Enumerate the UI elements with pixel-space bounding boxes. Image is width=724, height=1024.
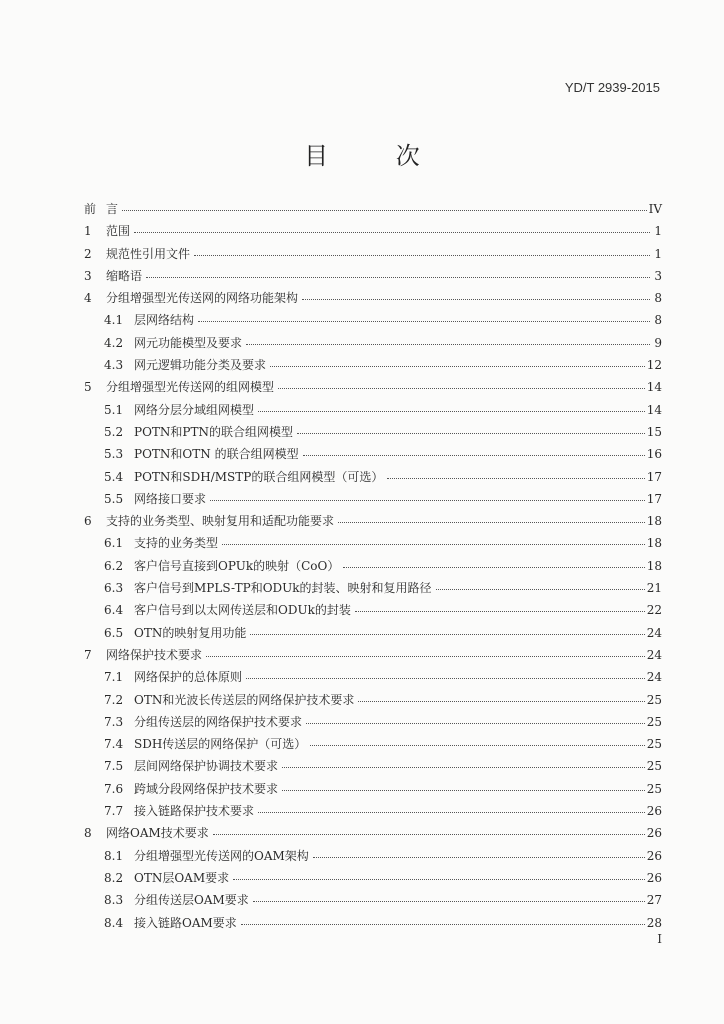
toc-entry-title: 跨域分段网络保护技术要求 xyxy=(134,781,279,796)
toc-entry-number: 7.7 xyxy=(104,804,124,819)
toc-entry[interactable] xyxy=(84,624,662,646)
toc-entry-title: 网络保护的总体原则 xyxy=(134,670,243,685)
toc-entry-title: 层网络结构 xyxy=(134,313,195,328)
toc-leader-dots xyxy=(387,478,644,479)
toc-entry-number: 7.4 xyxy=(104,737,124,752)
toc-leader-dots xyxy=(343,567,644,568)
toc-entry-number: 8.1 xyxy=(104,848,124,863)
toc-entry[interactable] xyxy=(84,490,662,512)
toc-leader-dots xyxy=(338,522,645,523)
toc-entry[interactable] xyxy=(84,914,662,936)
toc-entry[interactable] xyxy=(84,289,662,311)
toc-entry-page: 1 xyxy=(654,224,662,239)
toc-entry-number: 8 xyxy=(84,826,92,841)
toc-leader-dots xyxy=(258,411,645,412)
toc-leader-dots xyxy=(303,455,645,456)
toc-entry-title: 支持的业务类型、映射复用和适配功能要求 xyxy=(106,514,335,529)
toc-entry-title: 规范性引用文件 xyxy=(106,246,191,261)
toc-entry-page: 26 xyxy=(646,848,662,863)
toc-entry[interactable] xyxy=(84,802,662,824)
toc-entry-title: 网元逻辑功能分类及要求 xyxy=(134,358,267,373)
toc-entry-page: 14 xyxy=(646,402,662,417)
toc-entry-number: 6.2 xyxy=(104,558,124,573)
toc-entry[interactable] xyxy=(84,668,662,690)
toc-entry[interactable] xyxy=(84,601,662,623)
toc-entry-number: 3 xyxy=(84,268,92,283)
toc-entry[interactable] xyxy=(84,468,662,490)
toc-entry-title: 网络保护技术要求 xyxy=(106,647,203,662)
page-title: 目 次 xyxy=(304,142,450,170)
toc-entry[interactable] xyxy=(84,757,662,779)
toc-entry[interactable] xyxy=(84,423,662,445)
toc-entry-number: 7.1 xyxy=(104,670,124,685)
toc-entry[interactable] xyxy=(84,378,662,400)
toc-entry-number: 2 xyxy=(84,246,92,261)
toc-entry-page: 14 xyxy=(646,380,662,395)
toc-entry-page: 25 xyxy=(646,714,662,729)
toc-leader-dots xyxy=(233,879,645,880)
toc-entry-page: 17 xyxy=(646,469,662,484)
toc-entry-number: 5.4 xyxy=(104,469,124,484)
toc-entry[interactable] xyxy=(84,780,662,802)
toc-entry-number: 7.5 xyxy=(104,759,124,774)
toc-entry-number: 7.6 xyxy=(104,781,124,796)
document-code: YD/T 2939-2015 xyxy=(564,80,660,95)
toc-entry-page: 25 xyxy=(646,759,662,774)
toc-entry-title: 言 xyxy=(106,202,119,216)
toc-entry-number: 8.4 xyxy=(104,915,124,930)
toc-entry[interactable] xyxy=(84,334,662,356)
toc-entry-page: 18 xyxy=(646,558,662,573)
toc-entry-title: 分组传送层的网络保护技术要求 xyxy=(134,714,303,729)
toc-leader-dots xyxy=(250,634,644,635)
toc-leader-dots xyxy=(122,210,647,211)
toc-entry-number: 6.4 xyxy=(104,603,124,618)
toc-entry-title: 客户信号到MPLS-TP和ODUk的封装、映射和复用路径 xyxy=(134,581,432,596)
toc-entry[interactable] xyxy=(84,713,662,735)
toc-leader-dots xyxy=(297,433,645,434)
toc-entry-title: POTN和SDH/MSTP的联合组网模型（可选） xyxy=(134,469,384,484)
toc-entry-page: 21 xyxy=(646,581,662,596)
toc-entry-title: 接入链路OAM要求 xyxy=(134,915,237,930)
toc-entry-page: 26 xyxy=(646,804,662,819)
toc-entry-page: 28 xyxy=(646,915,662,930)
toc-entry-title: POTN和PTN的联合组网模型 xyxy=(134,424,293,439)
toc-entry-title: 分组增强型光传送网的网络功能架构 xyxy=(106,291,299,306)
toc-entry[interactable] xyxy=(84,579,662,601)
toc-entry-title: OTN和光波长传送层的网络保护技术要求 xyxy=(134,692,355,707)
toc-entry[interactable] xyxy=(84,512,662,534)
toc-leader-dots xyxy=(146,277,650,278)
toc-leader-dots xyxy=(210,500,645,501)
toc-leader-dots xyxy=(222,544,645,545)
toc-entry-number: 5 xyxy=(84,380,92,395)
toc-entry-number: 8.2 xyxy=(104,870,124,885)
toc-leader-dots xyxy=(310,745,644,746)
toc-entry-number: 5.3 xyxy=(104,447,124,462)
toc-leader-dots xyxy=(355,611,645,612)
toc-entry-page: 15 xyxy=(646,424,662,439)
toc-leader-dots xyxy=(358,701,644,702)
toc-entry-page: 24 xyxy=(646,647,662,662)
toc-entry-title: 网元功能模型及要求 xyxy=(134,335,243,350)
toc-entry-page: 12 xyxy=(646,358,662,373)
toc-entry[interactable] xyxy=(84,735,662,757)
toc-entry-title: 缩略语 xyxy=(106,268,143,283)
toc-entry-page: 8 xyxy=(654,313,662,328)
toc-entry-number: 5.2 xyxy=(104,424,124,439)
toc-entry-title: 客户信号直接到OPUk的映射（CoO） xyxy=(134,558,340,573)
toc-leader-dots xyxy=(278,388,645,389)
toc-entry-page: 1 xyxy=(654,246,662,261)
toc-entry[interactable] xyxy=(84,245,662,267)
toc-entry[interactable] xyxy=(84,847,662,869)
toc-leader-dots xyxy=(134,232,650,233)
toc-entry-number: 6.3 xyxy=(104,581,124,596)
toc-leader-dots xyxy=(258,812,645,813)
table-of-contents xyxy=(84,200,662,936)
toc-entry[interactable] xyxy=(84,401,662,423)
toc-entry-number: 前 xyxy=(84,202,97,216)
toc-entry-page: 25 xyxy=(646,692,662,707)
toc-entry[interactable] xyxy=(84,534,662,556)
toc-entry-page: 26 xyxy=(646,870,662,885)
toc-entry-title: 分组增强型光传送网的OAM架构 xyxy=(134,848,309,863)
toc-entry-number: 5.1 xyxy=(104,402,124,417)
toc-entry-title: POTN和OTN 的联合组网模型 xyxy=(134,447,299,462)
toc-entry-page: 8 xyxy=(654,291,662,306)
toc-entry-number: 6.1 xyxy=(104,536,124,551)
toc-entry-number: 6 xyxy=(84,514,92,529)
toc-entry-page: 24 xyxy=(646,625,662,640)
toc-entry-page: 3 xyxy=(654,268,662,283)
toc-entry-number: 4 xyxy=(84,291,92,306)
toc-leader-dots xyxy=(198,321,650,322)
toc-entry[interactable] xyxy=(84,891,662,913)
toc-entry-page: 9 xyxy=(654,335,662,350)
toc-leader-dots xyxy=(313,857,645,858)
toc-entry-title: 网络接口要求 xyxy=(134,491,207,506)
toc-entry-number: 5.5 xyxy=(104,491,124,506)
toc-leader-dots xyxy=(270,366,645,367)
toc-entry-title: OTN层OAM要求 xyxy=(134,870,230,885)
toc-leader-dots xyxy=(206,656,645,657)
toc-entry-title: 支持的业务类型 xyxy=(134,536,219,551)
toc-leader-dots xyxy=(213,834,645,835)
toc-entry-number: 1 xyxy=(84,224,92,239)
toc-entry-page: 25 xyxy=(646,781,662,796)
toc-entry-title: 网络分层分域组网模型 xyxy=(134,402,255,417)
toc-entry[interactable] xyxy=(84,222,662,244)
toc-leader-dots xyxy=(194,255,650,256)
toc-entry-title: 接入链路保护技术要求 xyxy=(134,804,255,819)
toc-leader-dots xyxy=(241,924,645,925)
toc-entry[interactable] xyxy=(84,824,662,846)
page-number: I xyxy=(657,932,662,946)
toc-entry-page: 18 xyxy=(646,536,662,551)
toc-entry-number: 4.2 xyxy=(104,335,124,350)
toc-entry-title: 分组传送层OAM要求 xyxy=(134,893,249,908)
toc-entry-title: OTN的映射复用功能 xyxy=(134,625,247,640)
toc-leader-dots xyxy=(246,678,645,679)
toc-entry-number: 8.3 xyxy=(104,893,124,908)
toc-entry[interactable] xyxy=(84,869,662,891)
toc-leader-dots xyxy=(302,299,650,300)
toc-entry[interactable] xyxy=(84,445,662,467)
toc-entry-number: 7.3 xyxy=(104,714,124,729)
toc-entry[interactable] xyxy=(84,311,662,333)
toc-entry-page: 26 xyxy=(646,826,662,841)
toc-entry[interactable] xyxy=(84,557,662,579)
toc-entry-page: 17 xyxy=(646,491,662,506)
toc-leader-dots xyxy=(253,901,645,902)
toc-entry[interactable] xyxy=(84,200,662,222)
toc-leader-dots xyxy=(282,767,645,768)
toc-leader-dots xyxy=(306,723,645,724)
toc-entry[interactable] xyxy=(84,267,662,289)
toc-entry-page: 18 xyxy=(646,514,662,529)
toc-entry-number: 6.5 xyxy=(104,625,124,640)
toc-entry-page: 25 xyxy=(646,737,662,752)
toc-entry-number: 7 xyxy=(84,647,92,662)
toc-entry[interactable] xyxy=(84,691,662,713)
toc-entry-number: 7.2 xyxy=(104,692,124,707)
toc-entry-page: 22 xyxy=(646,603,662,618)
toc-entry-number: 4.1 xyxy=(104,313,124,328)
toc-entry-title: 层间网络保护协调技术要求 xyxy=(134,759,279,774)
toc-entry-title: SDH传送层的网络保护（可选） xyxy=(134,737,307,752)
toc-entry-number: 4.3 xyxy=(104,358,124,373)
toc-leader-dots xyxy=(246,344,650,345)
toc-entry[interactable] xyxy=(84,356,662,378)
toc-entry-title: 范围 xyxy=(106,224,131,239)
toc-entry-page: 16 xyxy=(646,447,662,462)
toc-entry-title: 网络OAM技术要求 xyxy=(106,826,209,841)
toc-entry[interactable] xyxy=(84,646,662,668)
toc-entry-page: 24 xyxy=(646,670,662,685)
toc-entry-page: IV xyxy=(648,202,662,216)
toc-leader-dots xyxy=(282,790,645,791)
toc-entry-title: 客户信号到以太网传送层和ODUk的封装 xyxy=(134,603,351,618)
toc-entry-page: 27 xyxy=(646,893,662,908)
toc-entry-title: 分组增强型光传送网的组网模型 xyxy=(106,380,275,395)
toc-leader-dots xyxy=(436,589,645,590)
